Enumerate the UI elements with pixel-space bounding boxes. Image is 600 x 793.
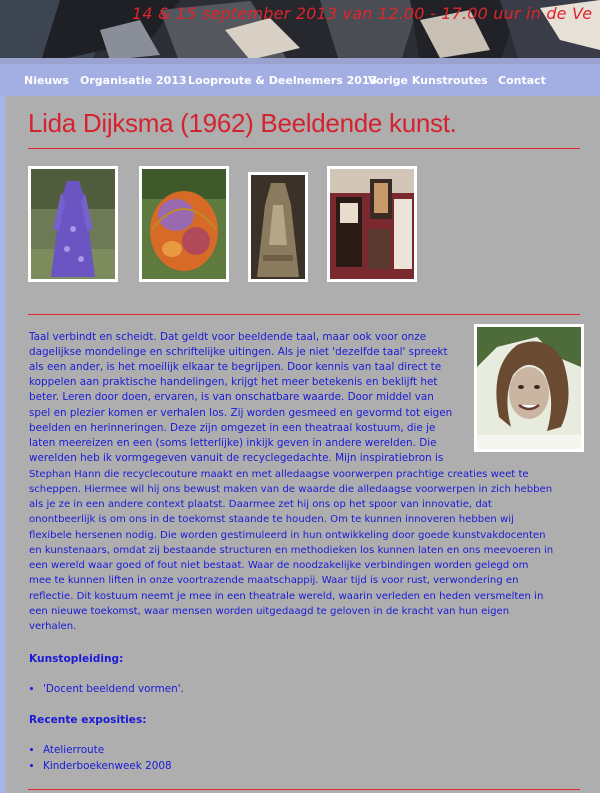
artwork-thumbnail-costume[interactable] xyxy=(248,172,308,282)
body-line: scheppen. Hiermee wil hij ons bewust maken van de waarde die alledaagse voorwerpen in zich hebben xyxy=(29,484,553,495)
exhibitions-heading: Recente exposities: xyxy=(29,714,147,726)
nav-item-nieuws[interactable]: Nieuws xyxy=(24,73,69,87)
artwork-thumbnail-dress[interactable] xyxy=(28,166,118,282)
main-nav xyxy=(0,64,600,96)
education-heading: Kunstopleiding: xyxy=(29,653,124,665)
education-list xyxy=(29,682,184,698)
list-item: • Kinderboekenweek 2008 xyxy=(43,759,172,775)
body-line: als je ze in een andere context plaatst. Daarmee zet hij ons op het spoor van innovatie, dat xyxy=(29,499,492,510)
banner-date-text: 14 & 15 september 2013 van 12.00 - 17.00 uur in de Ve xyxy=(132,4,593,23)
body-line: reflectie. Dit kostuum neemt je mee in een theatrale wereld, waarin verleden en heden versmelten in xyxy=(29,591,544,602)
body-line: koppelen aan praktische handelingen, krijgt het meer betekenis en beklijft het xyxy=(29,376,438,388)
body-line: mee te kunnen liften in onze voortrazende maatschappij. Waar tijd is voor rust, verwondering en xyxy=(29,575,519,586)
list-item: • Atelierroute xyxy=(43,743,172,759)
body-line: onontbeerlijk is om ons in de toekomst staande te houden. Om te kunnen innoveren hebben wij xyxy=(29,514,514,525)
body-line: laten meereizen en een (soms letterlijke) inkijk geven in andere werelden. Die xyxy=(29,437,437,449)
list-item: • 'Docent beeldend vormen'. xyxy=(43,682,184,698)
exhibitions-list xyxy=(29,743,172,774)
artwork-thumbnail-exhibition[interactable] xyxy=(327,166,417,282)
body-line: Taal verbindt en scheidt. Dat geldt voor beeldende taal, maar ook voor onze xyxy=(29,331,427,343)
body-line: flexibele hersenen nodig. Die worden gestimuleerd in hun ontwikkeling door goede kunstvakdocenten xyxy=(29,530,546,541)
artist-portrait xyxy=(474,324,584,452)
title-divider xyxy=(28,148,580,149)
gallery-divider xyxy=(28,314,580,315)
body-line: beelden en herinneringen. Deze zijn omgezet in een theatraal kostuum, die je xyxy=(29,422,436,434)
nav-item-organisatie[interactable]: Organisatie 2013 xyxy=(80,73,187,87)
nav-item-contact[interactable]: Contact xyxy=(498,73,546,87)
nav-item-vorige-kunstroutes[interactable]: Vorige Kunstroutes xyxy=(368,73,488,87)
page-title: Lida Dijksma (1962) Beeldende kunst. xyxy=(28,108,457,138)
body-line: een wereld waar goed of fout niet bestaat. Waar de noodzakelijke verbindingen worden gelegd om xyxy=(29,560,529,571)
body-line: Stephan Hann die recyclecouture maakt en met alledaagse voorwerpen prachtige creaties weet te xyxy=(29,469,529,480)
body-line: als een ander, is het moeilijk elkaar te begrijpen. Door kennis van taal direct te xyxy=(29,361,442,373)
content-panel xyxy=(6,96,600,793)
body-line: en kunstenaars, omdat zij bestaande structuren en methodieken los kunnen laten en ons meevoeren in xyxy=(29,545,554,556)
body-line: werelden heb ik vormgegeven vanuit de recyclegedachte. Mijn inspiratiebron is xyxy=(29,452,444,464)
footer-divider xyxy=(28,789,580,790)
header-banner xyxy=(0,0,600,64)
body-line: beter. Leren door doen, ervaren, is van onschatbare waarde. Door middel van xyxy=(29,391,434,403)
body-line: dagelijkse mondelinge en schriftelijke uitingen. Als je niet 'dezelfde taal' spreekt xyxy=(29,346,448,358)
body-line: spel en plezier komen er verhalen los. Zij worden gesmeed en gevormd tot eigen xyxy=(29,407,453,419)
nav-item-looproute[interactable]: Looproute & Deelnemers 2013 xyxy=(188,73,378,87)
body-line: een nieuwe toekomst, waar mensen worden uitgedaagd te geloven in de kracht van hun eigen xyxy=(29,606,510,617)
body-line: verhalen. xyxy=(29,621,77,632)
artwork-thumbnail-sculpture[interactable] xyxy=(139,166,229,282)
